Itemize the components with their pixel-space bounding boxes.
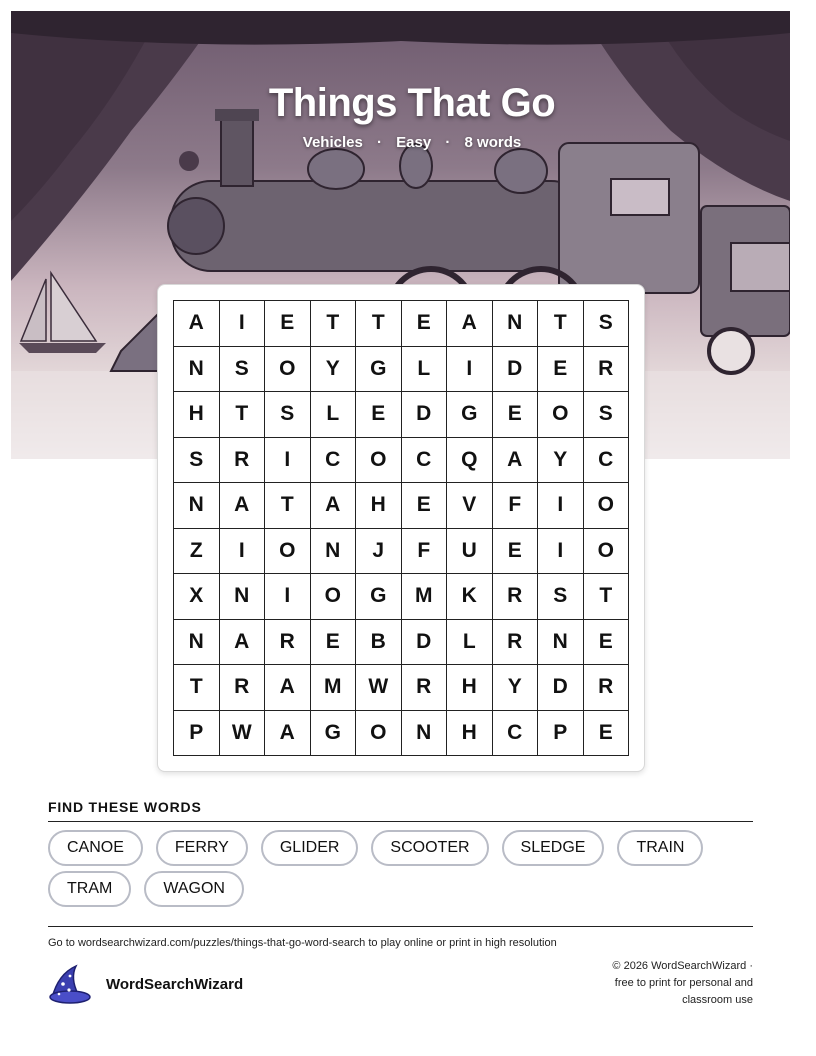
grid-cell[interactable]: H: [174, 392, 220, 438]
grid-cell[interactable]: N: [174, 347, 220, 393]
grid-cell[interactable]: D: [493, 347, 539, 393]
grid-cell[interactable]: O: [584, 483, 630, 529]
grid-cell[interactable]: G: [447, 392, 493, 438]
word-list-heading: FIND THESE WORDS: [48, 799, 202, 815]
grid-cell[interactable]: R: [220, 665, 266, 711]
grid-cell[interactable]: R: [220, 438, 266, 484]
grid-cell[interactable]: G: [356, 347, 402, 393]
grid-cell[interactable]: N: [174, 483, 220, 529]
word-pill: FERRY: [156, 830, 248, 866]
grid-cell[interactable]: H: [447, 711, 493, 757]
grid-cell[interactable]: Z: [174, 529, 220, 575]
grid-cell[interactable]: Y: [311, 347, 357, 393]
letter-grid: [173, 300, 629, 756]
heading-divider: [48, 821, 753, 822]
copyright-line: © 2026 WordSearchWizard ·: [612, 960, 753, 972]
grid-cell[interactable]: T: [311, 301, 357, 347]
grid-cell[interactable]: Y: [538, 438, 584, 484]
grid-cell[interactable]: E: [356, 392, 402, 438]
grid-cell[interactable]: H: [356, 483, 402, 529]
word-list: [48, 830, 768, 907]
grid-cell[interactable]: D: [402, 392, 448, 438]
grid-cell[interactable]: F: [402, 529, 448, 575]
grid-cell[interactable]: C: [402, 438, 448, 484]
grid-cell[interactable]: R: [402, 665, 448, 711]
copyright-notice: [553, 958, 753, 1009]
grid-cell[interactable]: E: [538, 347, 584, 393]
grid-cell[interactable]: Y: [493, 665, 539, 711]
grid-cell[interactable]: A: [220, 620, 266, 666]
puzzle-title: Things That Go: [268, 81, 556, 125]
grid-cell[interactable]: W: [220, 711, 266, 757]
grid-cell[interactable]: A: [265, 711, 311, 757]
word-pill: SCOOTER: [371, 830, 488, 866]
grid-cell[interactable]: T: [220, 392, 266, 438]
word-pill: TRAM: [48, 871, 131, 907]
grid-cell[interactable]: O: [584, 529, 630, 575]
grid-cell[interactable]: Q: [447, 438, 493, 484]
grid-cell[interactable]: A: [265, 665, 311, 711]
grid-cell[interactable]: O: [538, 392, 584, 438]
grid-cell[interactable]: I: [220, 529, 266, 575]
grid-cell[interactable]: A: [220, 483, 266, 529]
word-pill: TRAIN: [617, 830, 703, 866]
grid-cell[interactable]: S: [265, 392, 311, 438]
grid-cell[interactable]: O: [265, 347, 311, 393]
grid-cell[interactable]: E: [402, 483, 448, 529]
grid-cell[interactable]: W: [356, 665, 402, 711]
grid-cell[interactable]: E: [584, 711, 630, 757]
grid-cell[interactable]: O: [356, 711, 402, 757]
copyright-line: classroom use: [682, 994, 753, 1006]
grid-cell[interactable]: K: [447, 574, 493, 620]
word-pill: SLEDGE: [502, 830, 605, 866]
difficulty-label: Easy: [396, 134, 432, 151]
grid-cell[interactable]: R: [493, 620, 539, 666]
grid-cell[interactable]: H: [447, 665, 493, 711]
grid-cell[interactable]: O: [356, 438, 402, 484]
grid-cell[interactable]: D: [402, 620, 448, 666]
grid-cell[interactable]: O: [311, 574, 357, 620]
puzzle-grid-card: [157, 284, 645, 772]
grid-cell[interactable]: J: [356, 529, 402, 575]
grid-cell[interactable]: R: [265, 620, 311, 666]
grid-cell[interactable]: I: [538, 483, 584, 529]
grid-cell[interactable]: C: [584, 438, 630, 484]
grid-cell[interactable]: E: [311, 620, 357, 666]
grid-cell[interactable]: R: [493, 574, 539, 620]
grid-cell[interactable]: A: [447, 301, 493, 347]
grid-cell[interactable]: E: [493, 529, 539, 575]
grid-cell[interactable]: N: [220, 574, 266, 620]
meta-separator: ·: [445, 134, 451, 151]
grid-cell[interactable]: D: [538, 665, 584, 711]
grid-cell[interactable]: I: [538, 529, 584, 575]
grid-cell[interactable]: T: [356, 301, 402, 347]
meta-separator: ·: [376, 134, 382, 151]
grid-cell[interactable]: S: [538, 574, 584, 620]
category-label: Vehicles: [302, 134, 363, 151]
word-pill: GLIDER: [261, 830, 359, 866]
grid-cell[interactable]: E: [402, 301, 448, 347]
play-online-note: Go to wordsearchwizard.com/puzzles/things-that-go-word-search to play online or print in high resolution: [48, 937, 557, 949]
puzzle-meta: [11, 134, 790, 151]
grid-cell[interactable]: I: [265, 438, 311, 484]
grid-cell[interactable]: L: [447, 620, 493, 666]
word-pill: WAGON: [144, 871, 244, 907]
grid-cell[interactable]: N: [174, 620, 220, 666]
grid-cell[interactable]: C: [493, 711, 539, 757]
grid-cell[interactable]: E: [493, 392, 539, 438]
grid-cell[interactable]: I: [447, 347, 493, 393]
grid-cell[interactable]: C: [311, 438, 357, 484]
grid-cell[interactable]: E: [584, 620, 630, 666]
grid-cell[interactable]: S: [220, 347, 266, 393]
grid-cell[interactable]: F: [493, 483, 539, 529]
grid-cell[interactable]: S: [174, 438, 220, 484]
word-pill: CANOE: [48, 830, 143, 866]
grid-cell[interactable]: N: [538, 620, 584, 666]
grid-cell[interactable]: R: [584, 665, 630, 711]
grid-cell[interactable]: X: [174, 574, 220, 620]
grid-cell[interactable]: O: [265, 529, 311, 575]
grid-cell[interactable]: G: [311, 711, 357, 757]
grid-cell[interactable]: G: [356, 574, 402, 620]
wizard-hat-icon: [48, 964, 92, 1004]
grid-cell[interactable]: N: [493, 301, 539, 347]
brand: [48, 964, 243, 1004]
grid-cell[interactable]: A: [311, 483, 357, 529]
grid-cell[interactable]: S: [584, 301, 630, 347]
grid-cell[interactable]: B: [356, 620, 402, 666]
grid-cell[interactable]: N: [402, 711, 448, 757]
grid-cell[interactable]: P: [174, 711, 220, 757]
grid-cell[interactable]: M: [402, 574, 448, 620]
copyright-line: free to print for personal and: [614, 977, 753, 989]
grid-cell[interactable]: I: [220, 301, 266, 347]
grid-cell[interactable]: E: [265, 301, 311, 347]
grid-cell[interactable]: I: [265, 574, 311, 620]
brand-name: WordSearchWizard: [106, 975, 244, 993]
grid-cell[interactable]: P: [538, 711, 584, 757]
grid-cell[interactable]: T: [584, 574, 630, 620]
grid-cell[interactable]: L: [311, 392, 357, 438]
grid-cell[interactable]: L: [402, 347, 448, 393]
grid-cell[interactable]: V: [447, 483, 493, 529]
grid-cell[interactable]: T: [538, 301, 584, 347]
grid-cell[interactable]: A: [174, 301, 220, 347]
grid-cell[interactable]: T: [174, 665, 220, 711]
grid-cell[interactable]: R: [584, 347, 630, 393]
grid-cell[interactable]: T: [265, 483, 311, 529]
grid-cell[interactable]: M: [311, 665, 357, 711]
footer-divider: [48, 926, 753, 927]
word-count-label: 8 words: [464, 134, 522, 151]
grid-cell[interactable]: A: [493, 438, 539, 484]
grid-cell[interactable]: S: [584, 392, 630, 438]
grid-cell[interactable]: U: [447, 529, 493, 575]
grid-cell[interactable]: N: [311, 529, 357, 575]
